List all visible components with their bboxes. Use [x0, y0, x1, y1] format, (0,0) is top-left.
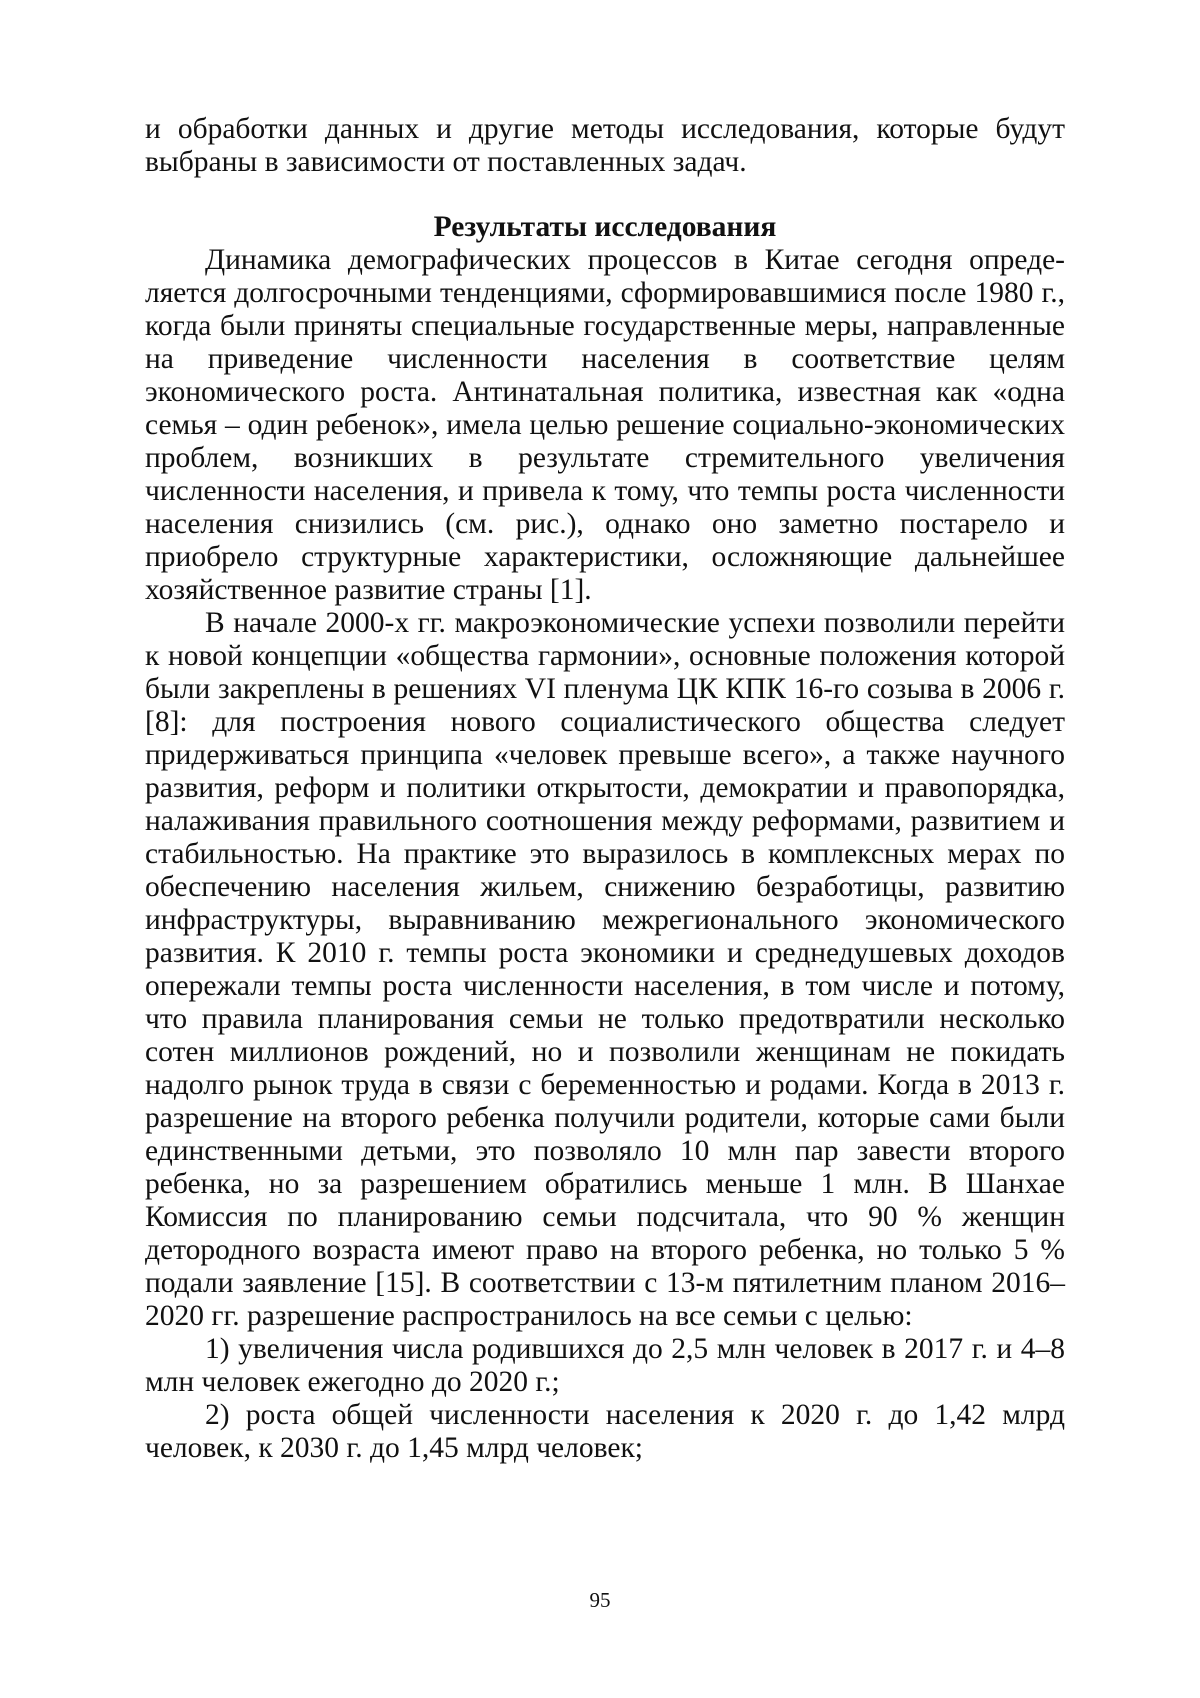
list-item-births: 1) увеличения числа родившихся до 2,5 млн человек в 2017 г. и 4–8 млн человек ежегодно до 2020 г.; — [145, 1333, 1065, 1399]
section-heading: Результаты исследования — [145, 211, 1065, 244]
intro-paragraph: и обработки данных и другие методы исследования, которые будут выбраны в зависимости от поставленных задач. — [145, 113, 1065, 179]
paragraph-demographic-dynamics: Динамика демографических процессов в Китае сегодня опреде­ляется долгосрочными тенденциями, сформировавшимися после 1980 г., когда были приняты специальные государственные меры, направленные на приведение численности населения в соответствие целям экономического роста. Антинатальная политика, известная как «одна семья – один ребенок», имела целью решение социально-экономических проблем, возникших в результате стремительного увеличения численности населения, и привела к тому, что темпы ро­ста численности населения снизились (см. рис.), однако оно заметно постарело и приобрело структурные характеристики, осложняющие дальнейшее хозяйственное развитие страны [1]. — [145, 244, 1065, 607]
list-item-population-growth: 2) роста общей численности населения к 2020 г. до 1,42 млрд человек, к 2030 г. до 1,45 млрд человек; — [145, 1399, 1065, 1465]
paragraph-harmony-society: В начале 2000-х гг. макроэкономические успехи позволили пе­рейти к новой концепции «общества гармонии», основные положения которой были закреплены в решениях VI пленума ЦК КПК 16-го со­зыва в 2006 г. [8]: для построения нового социалистического обще­ства следует придерживаться принципа «человек превыше всего», а также научного развития, реформ и политики открытости, демокра­тии и правопорядка, налаживания правильного соотношения между реформами, развитием и стабильностью. На практике это выразилось в комплексных мерах по обеспечению населения жильем, снижению безработицы, развитию инфраструктуры, выравниванию межрегио­нального экономического развития. К 2010 г. темпы роста экономики и среднедушевых доходов опережали темпы роста численности насе­ления, в том числе и потому, что правила планирования семьи не только предотвратили несколько сотен миллионов рождений, но и позволили женщинам не покидать надолго рынок труда в связи с бе­ременностью и родами. Когда в 2013 г. разрешение на второго ребен­ка получили родители, которые сами были единственными детьми, это позволяло 10 млн пар завести второго ребенка, но за разрешением обратились меньше 1 млн. В Шанхае Комиссия по планированию се­мьи подсчитала, что 90 % женщин детородного возраста имеют право на второго ребенка, но только 5 % подали заявление [15]. В соответ­ствии с 13-м пятилетним планом 2016–2020 гг. разрешение распро­странилось на все семьи с целью: — [145, 607, 1065, 1333]
document-page — [0, 0, 1200, 1698]
page-number: 95 — [0, 1588, 1200, 1613]
body-text — [145, 113, 1065, 1465]
